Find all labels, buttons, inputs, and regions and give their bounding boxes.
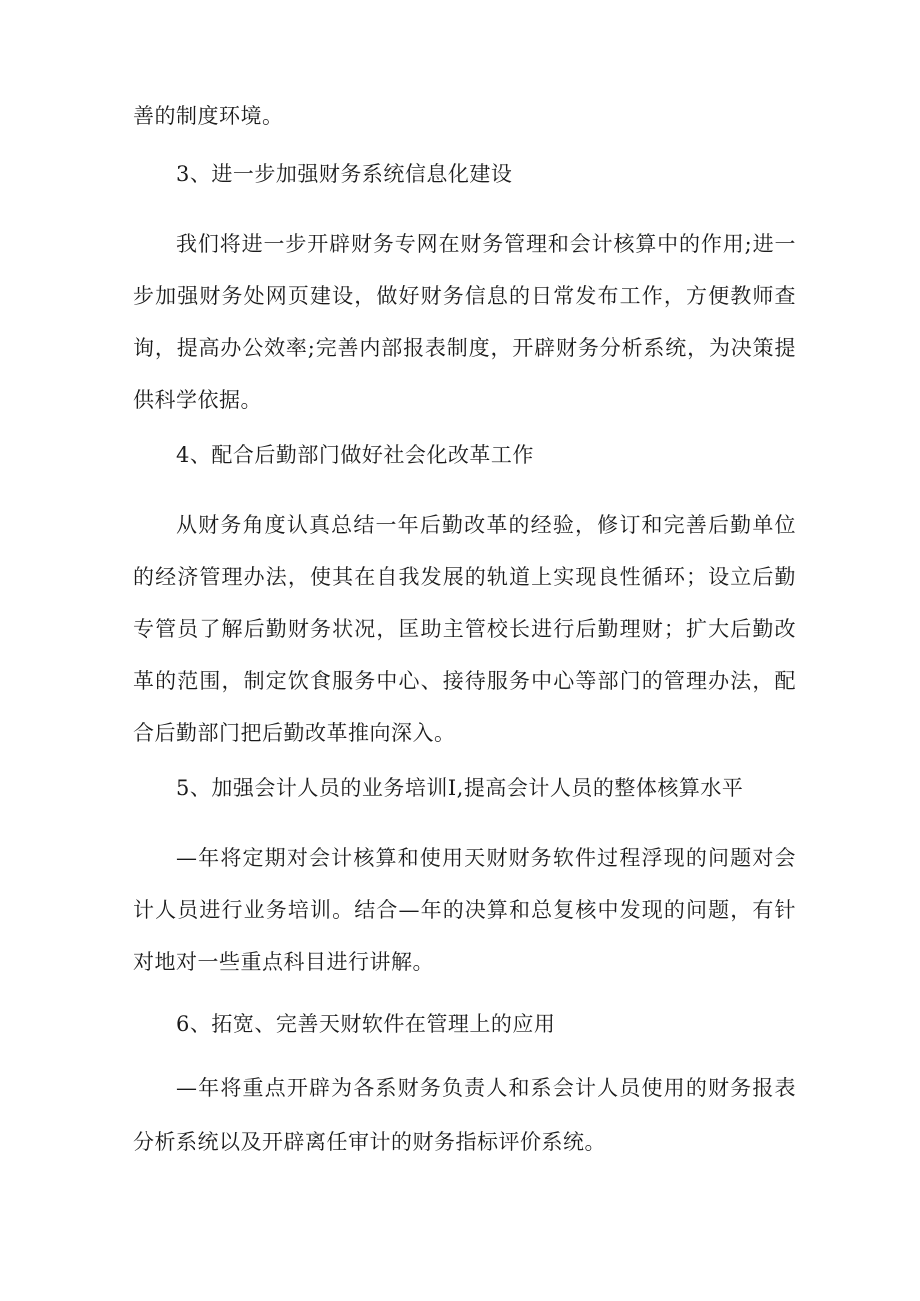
paragraph-line: 善的制度环境。 xyxy=(133,104,284,128)
paragraph-line: 从财务角度认真总结一年后勤改革的经验，修订和完善后勤单位 xyxy=(176,513,796,537)
paragraph-line: 询，提高办公效率;完善内部报表制度，开辟财务分析系统，为决策提 xyxy=(133,336,796,360)
paragraph-line: 步加强财务处网页建设，做好财务信息的日常发布工作，方便教师查 xyxy=(133,284,796,308)
section-heading-6: 6、拓宽、完善天财软件在管理上的应用 xyxy=(176,1012,556,1036)
paragraph-line: 革的范围，制定饮食服务中心、接待服务中心等部门的管理办法，配 xyxy=(133,669,796,693)
paragraph-line: 的经济管理办法，使其在自我发展的轨道上实现良性循环；设立后勤 xyxy=(133,565,796,589)
section-heading-5: 5、加强会计人员的业务培训I,提高会计人员的整体核算水平 xyxy=(176,776,744,800)
paragraph-line: 分析系统以及开辟离任审计的财务指标评价系统。 xyxy=(133,1130,606,1154)
paragraph-line: 对地对一些重点科目进行讲解。 xyxy=(133,950,434,974)
paragraph-line: 供科学依据。 xyxy=(133,388,262,412)
section-heading-4: 4、配合后勤部门做好社会化改革工作 xyxy=(176,443,534,467)
paragraph-line: 我们将进一步开辟财务专网在财务管理和会计核算中的作用;进一 xyxy=(176,232,796,256)
section-heading-3: 3、进一步加强财务系统信息化建设 xyxy=(176,162,513,186)
paragraph-line: —年将定期对会计核算和使用天财财务软件过程浮现的问题对会 xyxy=(176,846,796,870)
paragraph-line: 计人员进行业务培训。结合—年的决算和总复核中发现的问题，有针 xyxy=(133,898,796,922)
paragraph-line: 专管员了解后勤财务状况，匡助主管校长进行后勤理财；扩大后勤改 xyxy=(133,617,796,641)
paragraph-line: 合后勤部门把后勤改革推向深入。 xyxy=(133,721,456,745)
paragraph-line: —年将重点开辟为各系财务负责人和系会计人员使用的财务报表 xyxy=(176,1076,796,1100)
